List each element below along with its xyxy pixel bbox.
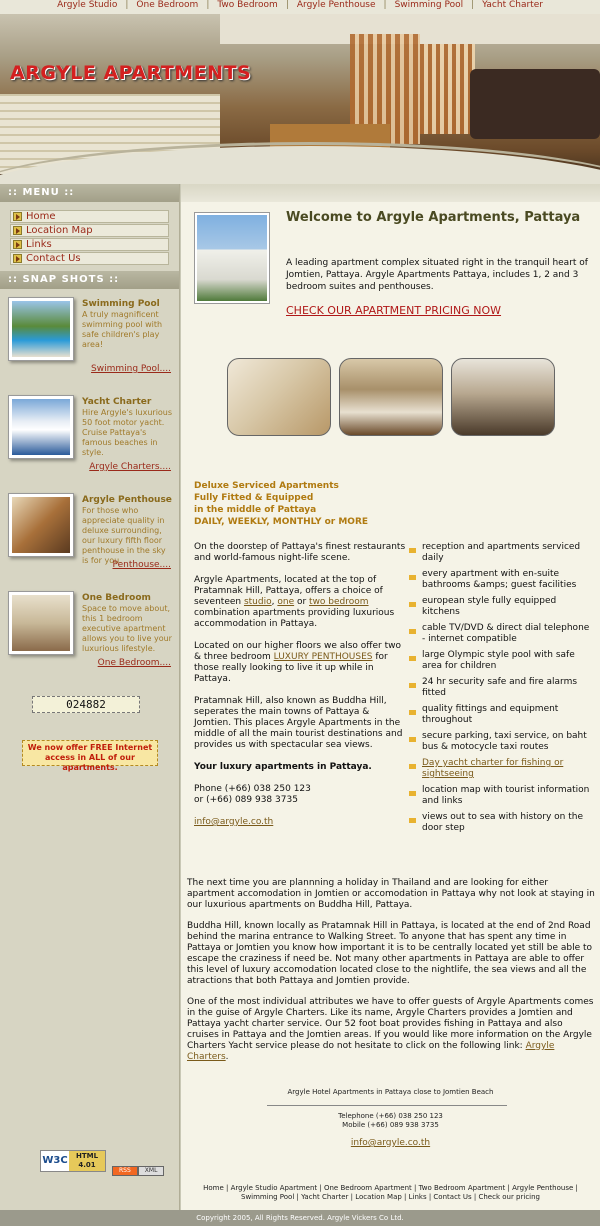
- site-logo[interactable]: ARGYLE APARTMENTS: [10, 62, 252, 84]
- feature-item: large Olympic style pool with safe area for children: [409, 650, 594, 672]
- header-banner: [0, 14, 600, 184]
- one-bedroom-thumbnail[interactable]: [8, 591, 74, 655]
- studio-link[interactable]: studio: [243, 597, 272, 607]
- page-title: Welcome to Argyle Apartments, Pattaya: [286, 210, 581, 225]
- description-column: On the doorstep of Pattaya's finest restaurants and world-famous night-life scene. Argyle Apartments, located at the top of Pratamnak Hill, Pattaya, offers a choice of seventeen studio, one or two bedroom combination apartments providing luxurious accommodation in Pattaya. Located on our higher floors we also offer two & three bedroom LUXURY PENTHOUSES for those really looking to live it up while in Pattaya. Pratamnak Hill, also known as Buddha Hill, seperates the main towns of Pattaya & Jomtien. This places Argyle Apartments in the middle of all the main tourist destinations and provides us with spectacular sea views. Your luxury apartments in Pattaya. Phone (+66) 038 250 123 or (+66) 089 938 3735 info@argyle.co.th: [194, 542, 406, 827]
- feature-item: 24 hr security safe and fire alarms fitted: [409, 677, 594, 699]
- menu-item-links[interactable]: Links: [10, 238, 169, 251]
- footer-title: Argyle Hotel Apartments in Pattaya close to Jomtien Beach: [287, 1088, 494, 1096]
- footer-link-home[interactable]: Home: [203, 1184, 224, 1192]
- footer-link-one-bedroom[interactable]: One Bedroom Apartment: [323, 1184, 412, 1192]
- copyright-bar: Copyright 2005, All Rights Reserved. Argyle Vickers Co Ltd.: [0, 1210, 600, 1226]
- footer-link-swimming-pool[interactable]: Swimming Pool: [241, 1193, 295, 1201]
- swimming-pool-thumbnail[interactable]: [8, 297, 74, 361]
- menu-item-location-map[interactable]: Location Map: [10, 224, 169, 237]
- body-text: The next time you are plannning a holiday in Thailand and are looking for either apartment accomodation in Jomtien or accomodation in Pattaya why not look at staying in our luxurious apartments on Buddha Hill, Pattaya. Buddha Hill, known locally as Pratamnak Hill in Pattaya, is located at the end of 2nd Road behind the marina entrance to Walking Street. To anyone that has spent any time in Pattaya or Jomtien you know how important it is to be centrally located yet still be able to escape the craziness if need be. Not many other apartments in Pattaya are able to offer this level of luxury accomodation located close to the nightlife, the sea views and all the atractions that both Pattaya and Jomtien provide. One of the most individual attributes we have to offer guests of Argyle Apartments comes in the guise of Argyle Charters. Like its name, Argyle Charters provides a Jomtien and Pattaya yacht charter service. Our 52 foot boat provides fishing in Pattaya and also cruises in Pattaya and the Jomtien areas. If you would like more information on the Argyle Charters Yacht service please do not hesitate to click on the following link: Argyle Charters.: [187, 878, 595, 1062]
- topnav-argyle-studio[interactable]: Argyle Studio: [57, 0, 118, 10]
- sidebar-menu: [10, 210, 169, 265]
- footer-links: Home | Argyle Studio Apartment | One Bedroom Apartment | Two Bedroom Apartment | Argyle Penthouse | Swimming Pool | Yacht Charter | Location Map | Links | Contact Us | Check our pricing: [203, 1184, 578, 1201]
- footer-link-contact-us[interactable]: Contact Us: [433, 1193, 472, 1201]
- swimming-pool-link[interactable]: Swimming Pool....: [91, 364, 171, 374]
- snapshot-argyle-penthouse: Argyle Penthouse For those who appreciate quality in deluxe surrounding, our luxury fifth floor penthouse in the sky is for you. Penthouse....: [0, 485, 179, 583]
- visitor-counter: 024882: [32, 696, 140, 713]
- features-list: [409, 542, 594, 839]
- deluxe-tagline: Deluxe Serviced Apartments Fully Fitted & Equipped in the middle of Pattaya DAILY, WEEKLY, MONTHLY or MORE: [194, 481, 369, 527]
- argyle-charters-body-link[interactable]: Argyle Charters: [187, 1041, 555, 1062]
- photo-gallery: [227, 358, 587, 438]
- feature-item: secure parking, taxi service, on baht bus & motocycle taxi routes: [409, 731, 594, 753]
- argyle-charters-link[interactable]: Argyle Charters....: [89, 462, 171, 472]
- building-photo: [194, 212, 270, 304]
- menu-item-contact-us[interactable]: Contact Us: [10, 252, 169, 265]
- feature-item: every apartment with en-suite bathrooms &amps; guest facilities: [409, 569, 594, 591]
- w3c-html-badge[interactable]: W3C HTML 4.01: [40, 1150, 106, 1172]
- penthouse-thumbnail[interactable]: [8, 493, 74, 557]
- menu-item-home[interactable]: Home: [10, 210, 169, 223]
- feature-item: reception and apartments serviced daily: [409, 542, 594, 564]
- footer-link-two-bedroom[interactable]: Two Bedroom Apartment: [418, 1184, 506, 1192]
- penthouse-link[interactable]: Penthouse....: [112, 560, 171, 570]
- main-content: [181, 184, 600, 1210]
- footer-phone: Telephone (+66) 038 250 123 Mobile (+66) 089 938 3735: [338, 1112, 443, 1129]
- lounge-photo[interactable]: [451, 358, 555, 436]
- arrow-icon: [13, 240, 22, 249]
- rss-xml-badge[interactable]: RSS XML: [112, 1166, 164, 1176]
- menu-heading: :: MENU ::: [0, 184, 179, 202]
- snapshot-swimming-pool: Swimming Pool A truly magnificent swimming pool with safe children's play area! Swimming Pool....: [0, 289, 179, 387]
- footer-link-location-map[interactable]: Location Map: [355, 1193, 402, 1201]
- feature-item: location map with tourist information and links: [409, 785, 594, 807]
- footer-email-link[interactable]: info@argyle.co.th: [350, 1138, 431, 1148]
- top-navigation: Argyle Studio | One Bedroom | Two Bedroom | Argyle Penthouse | Swimming Pool | Yacht Charter: [0, 0, 600, 14]
- yacht-charter-thumbnail[interactable]: [8, 395, 74, 459]
- footer-divider: [267, 1105, 507, 1106]
- snapshot-yacht-charter: Yacht Charter Hire Argyle's luxurious 50 foot motor yacht. Cruise Pattaya's famous beaches in style. Argyle Charters....: [0, 387, 179, 485]
- kitchen-photo[interactable]: [227, 358, 331, 436]
- arrow-icon: [13, 212, 22, 221]
- footer-link-links[interactable]: Links: [408, 1193, 427, 1201]
- feature-item: views out to sea with history on the door step: [409, 812, 594, 834]
- pricing-link[interactable]: CHECK OUR APARTMENT PRICING NOW: [286, 304, 502, 317]
- snapshot-one-bedroom: One Bedroom Space to move about, this 1 bedroom executive apartment allows you to live your luxurious lifestyle. One Bedroom....: [0, 583, 179, 681]
- footer-link-penthouse[interactable]: Argyle Penthouse: [512, 1184, 574, 1192]
- sidebar: [0, 184, 180, 1210]
- arrow-icon: [13, 254, 22, 263]
- footer-link-studio[interactable]: Argyle Studio Apartment: [230, 1184, 318, 1192]
- one-bedroom-link[interactable]: One Bedroom....: [97, 658, 171, 668]
- topnav-one-bedroom[interactable]: One Bedroom: [136, 0, 199, 10]
- topnav-yacht-charter[interactable]: Yacht Charter: [482, 0, 543, 10]
- arrow-icon: [13, 226, 22, 235]
- feature-item: cable TV/DVD & direct dial telephone - internet compatible: [409, 623, 594, 645]
- luxury-penthouses-link[interactable]: LUXURY PENTHOUSES: [273, 652, 373, 662]
- free-internet-notice: We now offer FREE Internet access in ALL of our apartments.: [22, 740, 158, 766]
- bedroom-photo[interactable]: [339, 358, 443, 436]
- feature-item: european style fully equipped kitchens: [409, 596, 594, 618]
- topnav-two-bedroom[interactable]: Two Bedroom: [217, 0, 278, 10]
- intro-text: A leading apartment complex situated right in the tranquil heart of Jomtien, Pattaya. Argyle Apartments Pattaya, includes 1, 2 and 3 bedroom suites and penthouses.: [286, 258, 588, 292]
- topnav-swimming-pool[interactable]: Swimming Pool: [394, 0, 464, 10]
- footer-link-pricing[interactable]: Check our pricing: [478, 1193, 540, 1201]
- feature-item: quality fittings and equipment throughout: [409, 704, 594, 726]
- snapshots-heading: :: SNAP SHOTS ::: [0, 271, 179, 289]
- footer-link-yacht-charter[interactable]: Yacht Charter: [301, 1193, 349, 1201]
- two-bedroom-link[interactable]: two bedroom: [309, 597, 369, 607]
- email-link[interactable]: info@argyle.co.th: [194, 817, 274, 827]
- topnav-argyle-penthouse[interactable]: Argyle Penthouse: [296, 0, 376, 10]
- yacht-charter-feature-link[interactable]: Day yacht charter for fishing or sightseeing: [422, 758, 564, 779]
- one-bedroom-link[interactable]: one: [277, 597, 295, 607]
